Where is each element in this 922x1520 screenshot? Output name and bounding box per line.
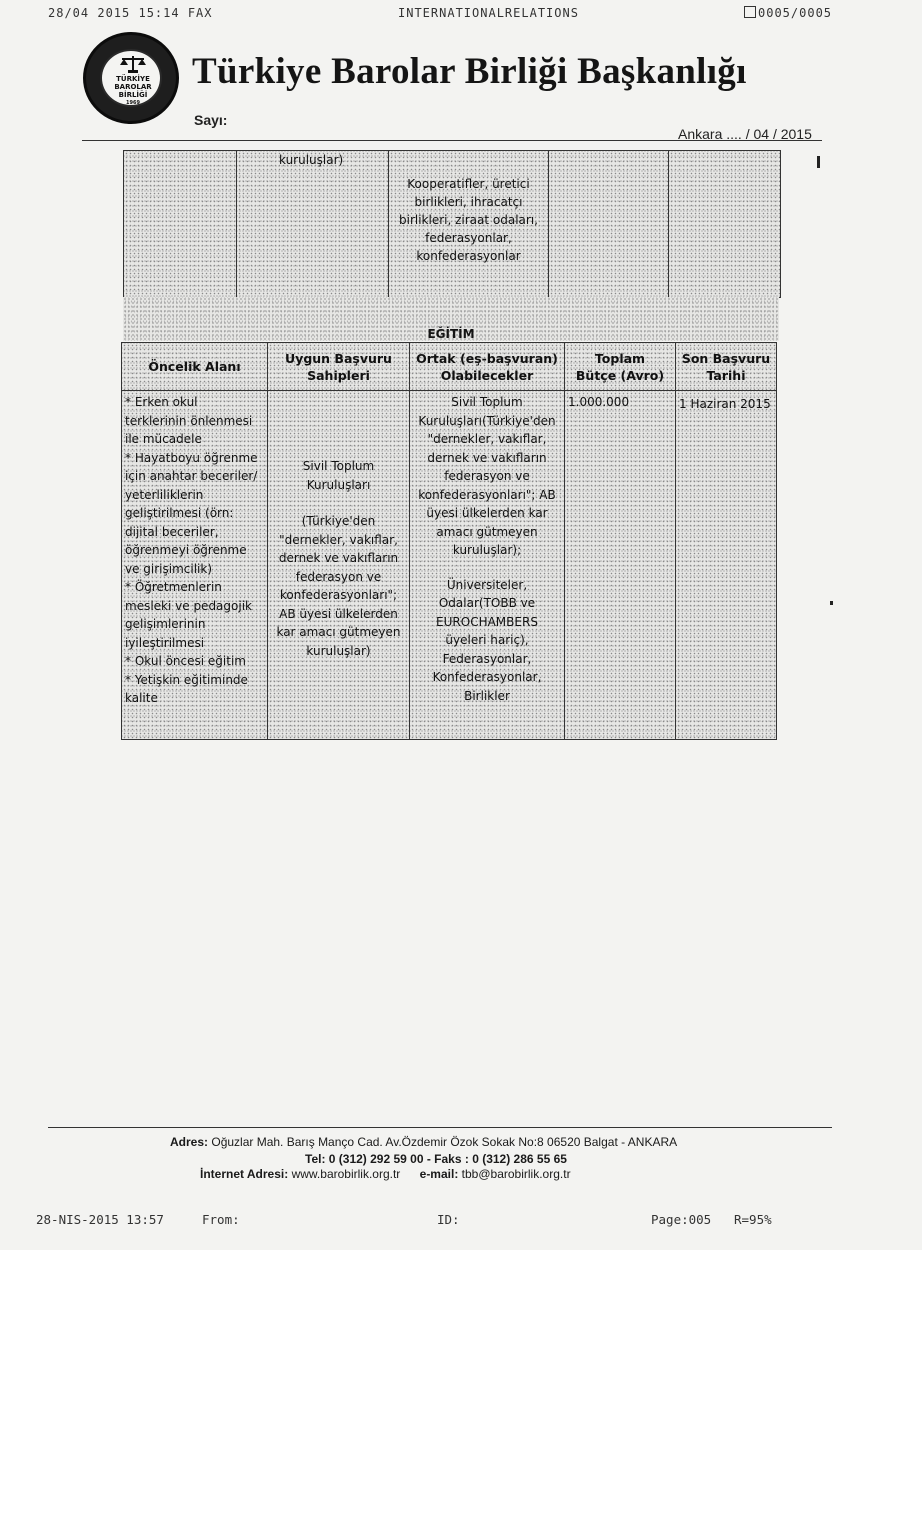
cell-line: federasyon ve [295,569,382,584]
cell-line: Federasyonlar, [442,651,532,666]
cell-line: AB üyesi ülkelerden [279,606,398,621]
cell-line: Kuruluşları(Türkiye'den [418,413,556,428]
cell-line: konfederasyonları"; [279,588,398,602]
email-label: e-mail: [419,1167,459,1181]
cell-line: dernek ve vakıfların [427,450,547,465]
web-label: İnternet Adresi: [200,1167,289,1181]
cell-line: için anahtar beceriler/ [125,469,258,483]
budget-cell [565,391,676,740]
fax-page-counter-text: 0005/0005 [758,6,833,20]
column-header-deadline [676,343,777,391]
cell-line: yeterliliklerin [125,487,204,502]
cell-line: birlikleri, ihracatçı [414,195,523,209]
footer-web [200,1167,571,1181]
table-cell [549,151,669,298]
cell-line: öğrenmeyi öğrenme [125,543,247,557]
cell-line: üyeleri hariç), [445,633,529,647]
cell-line: terklerinin önlenmesi [125,413,253,428]
column-header-priority [122,343,268,391]
cell-line: * Öğretmenlerin [125,580,222,594]
cell-line: kuruluşlar) [306,643,371,658]
header-line: Son Başvuru [681,350,771,366]
cell-line: ve girişimcilik) [125,561,213,576]
deadline-value: 1 Haziran 2015 [679,397,771,411]
cell-line: amacı gütmeyen [436,524,538,539]
cell-line: * Hayatboyu öğrenme [125,450,258,465]
table-cell [669,151,781,298]
cell-line: federasyonlar, [425,231,512,245]
header-line: Ortak (eş-başvuran) [416,350,558,366]
cell-line: geliştirilmesi (örn: [125,506,234,520]
cell-line: gelişimlerinin [125,617,206,631]
cell-line: mesleki ve pedagojik [125,598,252,613]
web-address: www.barobirlik.org.tr [291,1167,401,1181]
deadline-cell [676,391,777,740]
fax-footer-datetime: 28-NIS-2015 13:57 [36,1212,164,1227]
address-text: Oğuzlar Mah. Barış Manço Cad. Av.Özdemir Özok Sokak No:8 06520 Balgat - ANKARA [211,1135,678,1149]
cell-line: EUROCHAMBERS [436,614,538,629]
cell-line: dernek ve vakıfların [278,551,399,565]
header-line: Toplam [594,350,646,366]
table-cell [389,151,549,298]
column-header-partners [410,343,565,391]
city-date: Ankara .... / 04 / 2015 [678,126,812,142]
cell-line: * Erken okul [125,395,198,409]
priority-cell [122,391,268,740]
table-cell [124,151,237,298]
cell-line: Birlikler [464,688,510,703]
scales-icon [119,55,147,73]
cell-text: kuruluşlar) [279,153,344,167]
header-divider [82,140,822,141]
footer-address [170,1135,677,1149]
fax-department: INTERNATIONALRELATIONS [398,6,579,20]
checkbox-icon [744,6,756,18]
header-line: Olabilecekler [440,367,534,383]
footer-divider [48,1127,832,1128]
cell-line: kalite [125,691,158,705]
seal-center [100,49,162,107]
cell-line: (Türkiye'den [301,514,376,528]
fax-footer-from: From: [202,1212,240,1227]
fax-page-counter [744,6,832,20]
scan-mark [817,156,820,168]
cell-line: Odalar(TOBB ve [438,596,536,610]
seal-line: TÜRKİYE [116,75,150,83]
fax-footer-resolution: R=95% [734,1212,772,1227]
applicants-cell [268,391,410,740]
cell-line: Üniversiteler, [446,577,528,592]
budget-value: 1.000.000 [568,395,630,409]
email-address: tbb@barobirlik.org.tr [461,1167,571,1181]
cell-line: kuruluşlar); [452,543,522,557]
cell-line: federasyon ve [444,469,530,483]
seal-line: 1969 [126,100,140,106]
cell-line: * Okul öncesi eğitim [125,654,246,668]
fax-footer-id: ID: [437,1212,460,1227]
cell-line: konfederasyonlar [416,249,521,263]
cell-line: Konfederasyonlar, [432,670,542,684]
fax-datetime: 28/04 2015 15:14 FAX [48,6,213,20]
organization-title: Türkiye Barolar Birliği Başkanlığı [192,51,747,92]
footer-phone: Tel: 0 (312) 292 59 00 - Faks : 0 (312) 286 55 65 [305,1152,567,1166]
seal-text [102,75,164,107]
cell-line: kar amacı gütmeyen [276,625,401,639]
cell-line: iyileştirilmesi [125,635,205,650]
seal-line: BİRLİĞİ [118,91,148,99]
continuation-table [123,150,781,298]
cell-line: birlikleri, ziraat odaları, [399,213,538,227]
header-line: Sahipleri [307,367,370,383]
cell-line: üyesi ülkelerden kar [426,506,548,520]
seal-line: BAROLAR [114,83,152,91]
bar-association-seal [83,32,179,124]
cell-line: "dernekler, vakıflar, [427,432,547,446]
cell-line: "dernekler, vakıflar, [279,532,398,547]
fax-footer-page: Page:005 [651,1212,712,1227]
sayi-label: Sayı: [194,112,228,128]
cell-line: Sivil Toplum [451,395,523,409]
header-line: Uygun Başvuru [285,350,392,366]
column-header-applicants [268,343,410,391]
education-table [121,342,777,740]
table-cell [237,151,389,298]
cell-line: ile mücadele [125,432,202,446]
section-band [123,297,779,341]
fax-header [0,6,922,24]
scan-mark [830,601,833,605]
cell-line: Sivil Toplum [302,459,375,473]
cell-line: dijital beceriler, [125,524,219,539]
cell-line: * Yetişkin eğitiminde [125,672,248,687]
section-title: EĞİTİM [427,327,475,341]
cell-line: konfederasyonları"; AB [418,487,556,502]
column-header-budget [565,343,676,391]
header-line: Tarihi [706,367,746,383]
header-line: Öncelik Alanı [148,359,241,374]
header-line: Bütçe (Avro) [575,367,665,383]
partners-cell [410,391,565,740]
cell-line: Kuruluşları [306,477,371,492]
address-label: Adres: [170,1135,209,1149]
cell-line: Kooperatifler, üretici [407,177,530,191]
